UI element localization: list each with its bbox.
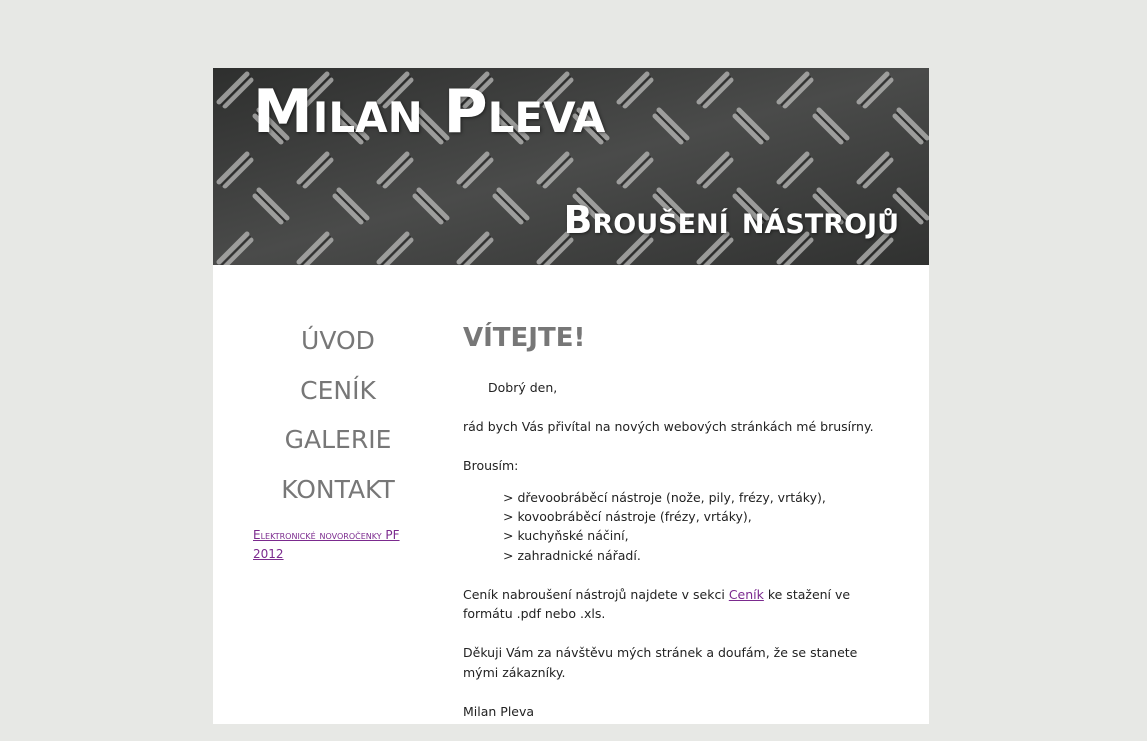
site-title: Milan Pleva	[253, 77, 606, 147]
nav-item-uvod[interactable]: ÚVOD	[301, 326, 375, 355]
nav-item-galerie[interactable]: GALERIE	[284, 425, 392, 454]
nav-item-cenik[interactable]: CENÍK	[300, 375, 376, 405]
nav-item-kontakt[interactable]: KONTAKT	[281, 474, 395, 504]
list-item: > kovoobráběcí nástroje (frézy, vrtáky),	[503, 508, 752, 524]
greeting-text: Dobrý den,	[488, 380, 558, 395]
pricing-text	[463, 585, 893, 624]
header-banner	[213, 68, 929, 265]
sidebar-nav	[253, 318, 423, 564]
services-list	[503, 488, 893, 566]
page-heading: VÍTEJTE!	[463, 323, 586, 353]
thanks-text: Děkuji Vám za návštěvu mých stránek a doufám, že se stanete mými zákazníky.	[463, 645, 858, 680]
pf-2012-link[interactable]: Elektronické novoročenky PF 2012	[253, 528, 400, 561]
intro-text: rád bych Vás přivítal na nových webových stránkách mé brusírny.	[463, 419, 874, 434]
pricing-text-end: ke stažení ve formátu .pdf nebo .xls.	[463, 586, 851, 622]
site-subtitle: Broušení nástrojů	[563, 198, 899, 242]
list-item: > dřevoobráběcí nástroje (nože, pily, frézy, vrtáky),	[503, 489, 826, 505]
cenik-inline-link[interactable]: Ceník	[728, 586, 764, 602]
list-intro-text: Brousím:	[463, 458, 519, 473]
main-content	[463, 316, 893, 741]
list-item: > zahradnické nářadí.	[503, 547, 641, 563]
page-container	[213, 68, 929, 724]
pricing-text-start: Ceník nabroušení nástrojů najdete v sekci	[463, 586, 729, 602]
signature-text: Milan Pleva	[463, 703, 535, 719]
list-item: > kuchyňské náčiní,	[503, 528, 629, 544]
